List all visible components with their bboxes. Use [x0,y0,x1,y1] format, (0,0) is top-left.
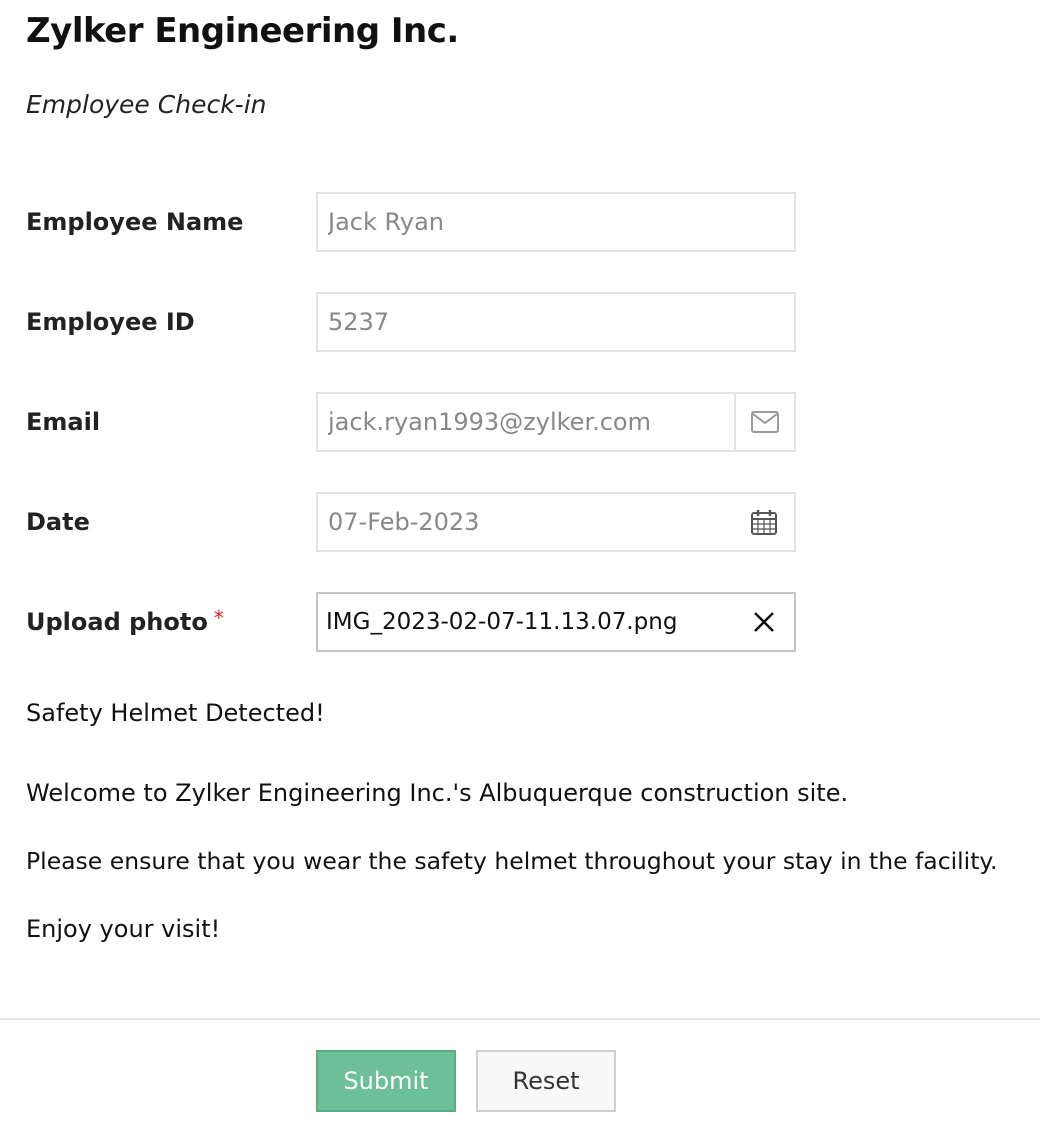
required-marker: * [213,606,224,630]
employee-name-input[interactable] [318,194,794,250]
email-input[interactable] [318,394,736,450]
employee-id-label: Employee ID [26,308,195,336]
helmet-detection-message: Safety Helmet Detected! [26,699,325,727]
instruction-message: Please ensure that you wear the safety helmet throughout your stay in the facility. [26,847,998,875]
date-field-box [316,492,796,552]
date-label: Date [26,508,90,536]
employee-id-input[interactable] [318,294,794,350]
calendar-icon[interactable] [734,494,794,550]
form-subtitle: Employee Check-in [26,90,267,119]
envelope-icon [734,394,794,450]
submit-button[interactable]: Submit [316,1050,456,1112]
email-label: Email [26,408,101,436]
reset-button[interactable]: Reset [476,1050,616,1112]
form-title: Zylker Engineering Inc. [26,11,459,51]
upload-photo-field-box[interactable] [316,592,796,652]
employee-name-label: Employee Name [26,208,244,236]
farewell-message: Enjoy your visit! [26,915,221,943]
welcome-message: Welcome to Zylker Engineering Inc.'s Albuquerque construction site. [26,779,849,807]
footer-divider [0,1018,1040,1020]
employee-id-field-box [316,292,796,352]
date-input[interactable] [318,494,736,550]
employee-name-field-box [316,192,796,252]
close-icon[interactable] [734,594,794,650]
email-field-box [316,392,796,452]
upload-photo-label-text: Upload photo [26,608,208,636]
upload-photo-label [26,606,224,638]
uploaded-filename: IMG_2023-02-07-11.13.07.png [326,609,678,635]
